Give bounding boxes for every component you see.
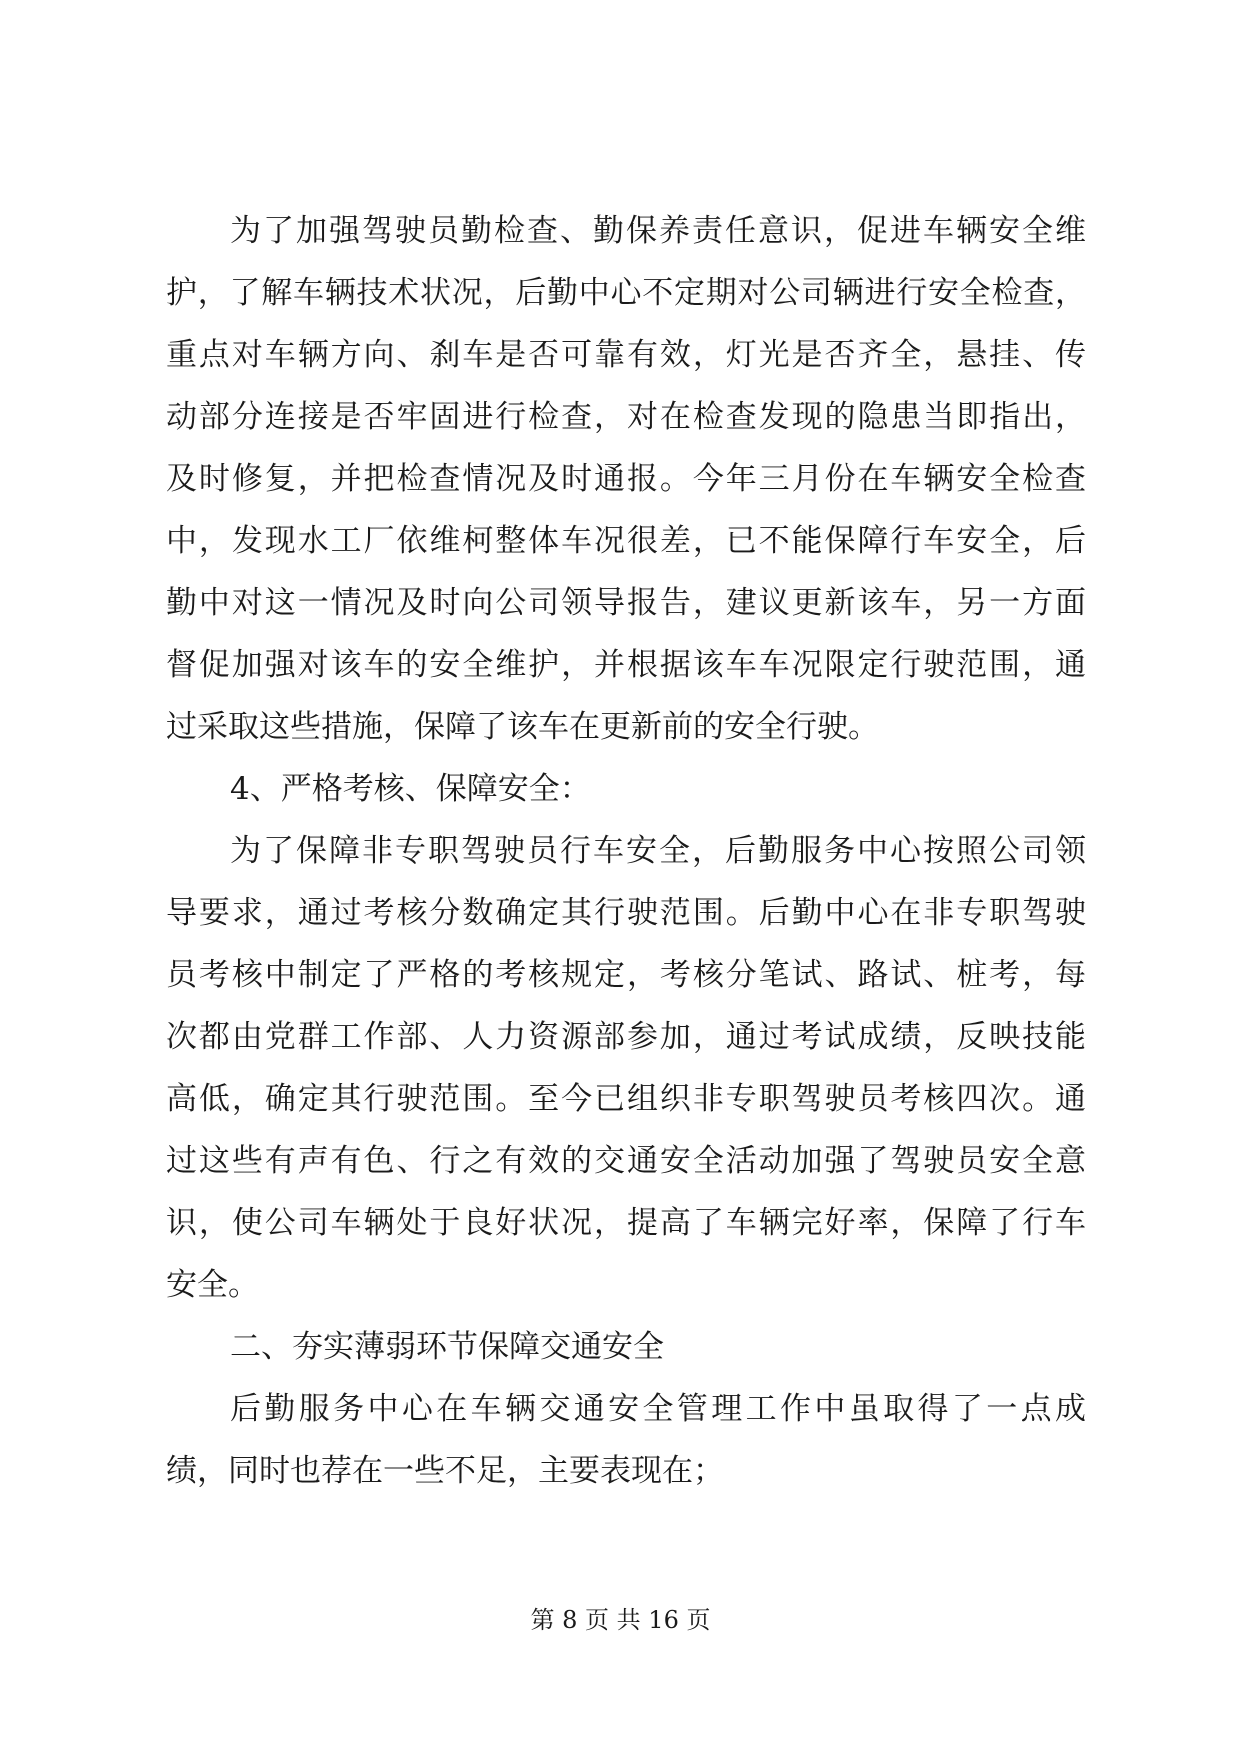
paragraph-line: 重点对车辆方向、刹车是否可靠有效，灯光是否齐全，悬挂、传 bbox=[166, 337, 1086, 373]
paragraph-line: 绩，同时也荐在一些不足，主要表现在； bbox=[166, 1453, 724, 1489]
paragraph-line: 识，使公司车辆处于良好状况，提高了车辆完好率，保障了行车 bbox=[166, 1205, 1086, 1241]
paragraph-line: 及时修复，并把检查情况及时通报。今年三月份在车辆安全检查 bbox=[166, 461, 1086, 497]
paragraph-line: 为了保障非专职驾驶员行车安全，后勤服务中心按照公司领 bbox=[230, 833, 1086, 869]
section-heading: 二、夯实薄弱环节保障交通安全 bbox=[230, 1329, 664, 1365]
paragraph-line: 中，发现水工厂依维柯整体车况很差，已不能保障行车安全，后 bbox=[166, 523, 1086, 559]
paragraph-line: 过采取这些措施，保障了该车在更新前的安全行驶。 bbox=[166, 709, 879, 745]
paragraph-line: 勤中对这一情况及时向公司领导报告，建议更新该车，另一方面 bbox=[166, 585, 1086, 621]
paragraph-line: 过这些有声有色、行之有效的交通安全活动加强了驾驶员安全意 bbox=[166, 1143, 1086, 1179]
paragraph-line: 导要求，通过考核分数确定其行驶范围。后勤中心在非专职驾驶 bbox=[166, 895, 1086, 931]
paragraph-line: 动部分连接是否牢固进行检查，对在检查发现的隐患当即指出， bbox=[166, 399, 1086, 435]
paragraph-line: 安全。 bbox=[166, 1267, 259, 1303]
section-heading: 4、严格考核、保障安全： bbox=[230, 771, 591, 807]
paragraph-line: 次都由党群工作部、人力资源部参加，通过考试成绩，反映技能 bbox=[166, 1019, 1086, 1055]
paragraph-line: 护，了解车辆技术状况，后勤中心不定期对公司辆进行安全检查， bbox=[166, 275, 1086, 311]
paragraph-line: 高低，确定其行驶范围。至今已组织非专职驾驶员考核四次。通 bbox=[166, 1081, 1086, 1117]
paragraph-line: 后勤服务中心在车辆交通安全管理工作中虽取得了一点成 bbox=[230, 1391, 1086, 1427]
page-number-footer: 第 8 页 共 16 页 bbox=[530, 1606, 711, 1634]
paragraph-line: 为了加强驾驶员勤检查、勤保养责任意识，促进车辆安全维 bbox=[230, 213, 1086, 249]
paragraph-line: 员考核中制定了严格的考核规定，考核分笔试、路试、桩考，每 bbox=[166, 957, 1086, 993]
paragraph-line: 督促加强对该车的安全维护，并根据该车车况限定行驶范围，通 bbox=[166, 647, 1086, 683]
